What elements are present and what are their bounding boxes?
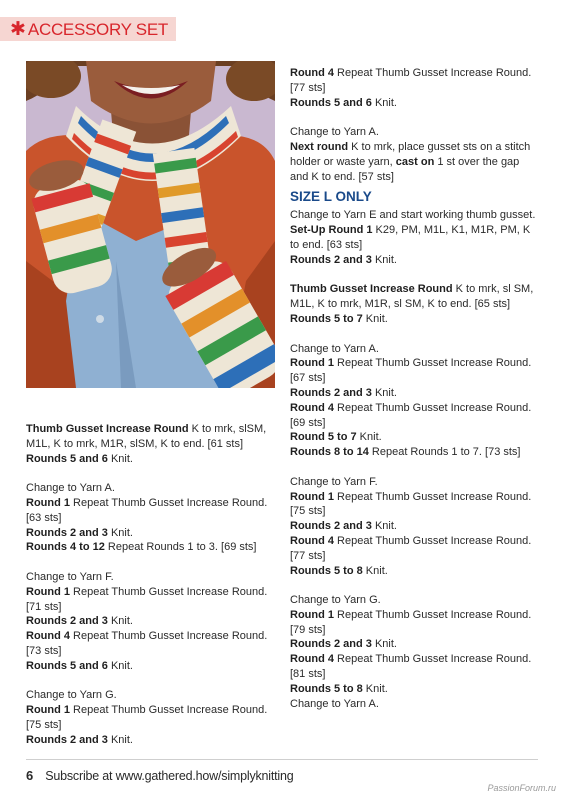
instruction-label: Rounds 5 to 8	[290, 682, 363, 695]
instruction-label: Thumb Gusset Increase Round	[290, 283, 453, 296]
instruction-line	[290, 593, 540, 608]
instruction-text: Knit.	[362, 682, 388, 695]
instruction-label: Round 1	[290, 357, 334, 370]
instruction-label: Rounds 5 to 8	[290, 564, 363, 577]
instruction-line	[290, 637, 540, 652]
instruction-text: Repeat Thumb Gusset Increase Round. [67 sts]	[290, 357, 532, 385]
instruction-line	[26, 629, 275, 659]
instruction-line	[290, 490, 540, 520]
instruction-label: Round 4	[290, 653, 334, 666]
right-column	[290, 66, 540, 711]
paragraph-gap	[26, 466, 275, 481]
instruction-label: Rounds 2 and 3	[26, 615, 108, 628]
instruction-text: Change to Yarn F.	[290, 475, 378, 488]
instruction-line	[26, 496, 275, 526]
instruction-text: Knit.	[107, 526, 133, 539]
paragraph-gap	[290, 110, 540, 125]
instruction-line	[290, 312, 540, 327]
instruction-line	[26, 585, 275, 615]
instruction-text: Change to Yarn A.	[290, 126, 379, 139]
model-photo	[26, 61, 275, 388]
instruction-text: Repeat Thumb Gusset Increase Round. [73 sts]	[26, 630, 268, 657]
instruction-label: Rounds 2 and 3	[290, 386, 372, 399]
left-column	[26, 422, 275, 748]
instruction-line	[290, 386, 540, 401]
instruction-line	[26, 526, 275, 541]
instruction-line	[290, 125, 540, 140]
instruction-text: Knit.	[362, 564, 388, 577]
paragraph-gap	[290, 460, 540, 475]
instruction-label: Rounds 5 to 7	[290, 312, 363, 325]
instruction-text: Change to Yarn A.	[290, 342, 379, 355]
instruction-line	[290, 356, 540, 386]
asterisk-icon: ✱	[10, 18, 26, 40]
footer	[26, 768, 294, 783]
subscribe-text: Subscribe at www.gathered.how/simplyknitting	[45, 769, 294, 783]
instruction-line	[290, 401, 540, 431]
instruction-line	[26, 452, 275, 467]
instruction-label: Set-Up Round 1	[290, 224, 373, 237]
instruction-line	[26, 703, 275, 733]
instruction-line	[290, 282, 540, 312]
instruction-label: Round 1	[290, 490, 334, 503]
instruction-label: Rounds 5 and 6	[26, 452, 108, 465]
instruction-text: K to mrk, slSM, M1L, K to mrk, M1R, slSM, K to end. [61 sts]	[26, 423, 267, 450]
instruction-label: Rounds 5 and 6	[290, 96, 372, 109]
paragraph-gap	[290, 327, 540, 342]
instruction-label: Round 4	[290, 534, 334, 547]
instruction-label: Rounds 2 and 3	[26, 733, 108, 746]
instruction-label: Round 4	[290, 67, 334, 79]
instruction-text: K29, PM, M1L, K1, M1R, PM, K to end. [63 sts]	[290, 224, 531, 251]
instruction-line	[290, 342, 540, 357]
instruction-line	[26, 481, 275, 496]
instruction-line	[290, 697, 540, 712]
instruction-line	[26, 688, 275, 703]
instruction-line	[290, 253, 540, 268]
instruction-text: Change to Yarn E and start working thumb gusset.	[290, 209, 536, 222]
instruction-line	[290, 66, 540, 96]
instruction-text: Repeat Rounds 1 to 7. [73 sts]	[368, 446, 521, 459]
paragraph-gap	[26, 555, 275, 570]
instruction-line	[290, 140, 540, 184]
instruction-text: Change to Yarn F.	[26, 570, 114, 583]
instruction-label: Rounds 8 to 14	[290, 446, 369, 459]
instruction-label: Rounds 2 and 3	[290, 638, 372, 651]
paragraph-gap	[26, 674, 275, 689]
instruction-text: Repeat Thumb Gusset Increase Round. [63 sts]	[26, 496, 268, 524]
instruction-line	[26, 659, 275, 674]
instruction-text: Knit.	[371, 520, 397, 533]
instruction-label: Round 1	[26, 585, 70, 598]
instruction-text: Repeat Thumb Gusset Increase Round. [77 sts]	[290, 67, 532, 94]
instruction-text: Knit.	[371, 638, 397, 651]
instruction-line	[290, 564, 540, 579]
section-title: ACCESSORY SET	[27, 19, 168, 39]
instruction-text: Knit.	[107, 659, 133, 672]
instruction-text: Knit.	[362, 312, 388, 325]
instruction-label: Round 1	[26, 704, 70, 717]
instruction-text: Change to Yarn A.	[290, 697, 379, 710]
instruction-text: Repeat Thumb Gusset Increase Round. [75 sts]	[290, 490, 532, 518]
instruction-line	[290, 652, 540, 682]
instruction-line	[290, 475, 540, 490]
instruction-line	[290, 534, 540, 564]
instruction-label: Next round	[290, 140, 349, 153]
instruction-text: Knit.	[371, 96, 397, 109]
instruction-label: Rounds 2 and 3	[26, 526, 108, 539]
instruction-label: Rounds 4 to 12	[26, 541, 105, 554]
instruction-line	[26, 733, 275, 748]
instruction-line	[290, 223, 540, 253]
instruction-text: Knit.	[371, 253, 397, 266]
instruction-text: K to mrk, place gusset sts on a stitch holder or waste yarn,	[290, 140, 531, 168]
instruction-text: Knit.	[371, 386, 397, 399]
instruction-label: Thumb Gusset Increase Round	[26, 423, 189, 435]
instruction-label: Round 4	[26, 630, 70, 643]
instruction-text: Repeat Thumb Gusset Increase Round. [77 sts]	[290, 534, 532, 562]
instruction-text: Repeat Thumb Gusset Increase Round. [81 sts]	[290, 653, 532, 681]
section-tag	[0, 17, 176, 41]
instruction-label: Rounds 2 and 3	[290, 520, 372, 533]
instruction-line	[290, 445, 540, 460]
instruction-line	[26, 540, 275, 555]
instruction-line	[26, 614, 275, 629]
instruction-text: Repeat Thumb Gusset Increase Round. [71 sts]	[26, 585, 268, 613]
instruction-label: Rounds 2 and 3	[290, 253, 372, 266]
instruction-line	[290, 430, 540, 445]
instruction-emphasis: cast on	[395, 155, 435, 168]
instruction-label: Round 5 to 7	[290, 431, 357, 444]
paragraph-gap	[290, 268, 540, 283]
footer-divider	[26, 759, 538, 760]
paragraph-gap	[290, 578, 540, 593]
instruction-line	[290, 96, 540, 111]
instruction-line	[290, 519, 540, 534]
instruction-text: Repeat Thumb Gusset Increase Round. [69 sts]	[290, 401, 532, 429]
instruction-line	[26, 570, 275, 585]
instruction-label: Round 1	[26, 496, 70, 509]
instruction-line	[290, 608, 540, 638]
watermark: PassionForum.ru	[487, 783, 556, 793]
page-number: 6	[26, 768, 34, 783]
instruction-label: Rounds 5 and 6	[26, 659, 108, 672]
instruction-text: Repeat Thumb Gusset Increase Round. [75 sts]	[26, 704, 268, 731]
instruction-line	[290, 682, 540, 697]
instruction-text: Knit.	[356, 431, 382, 444]
instruction-text: Knit.	[107, 733, 133, 746]
instruction-line	[26, 422, 275, 452]
instruction-text: 1 st over the gap and K to end. [57 sts]	[290, 155, 520, 183]
instruction-text: Repeat Rounds 1 to 3. [69 sts]	[104, 541, 257, 554]
instruction-line	[290, 208, 540, 223]
size-heading: SIZE L ONLY	[290, 189, 372, 205]
instruction-text: Change to Yarn G.	[290, 594, 381, 607]
instruction-text: Knit.	[107, 615, 133, 628]
instruction-label: Round 1	[290, 608, 334, 621]
instruction-text: Change to Yarn G.	[26, 689, 117, 702]
instruction-text: Knit.	[107, 452, 133, 465]
instruction-text: Change to Yarn A.	[26, 482, 115, 495]
instruction-text: K to mrk, sl SM, M1L, K to mrk, M1R, sl SM, K to end. [65 sts]	[290, 283, 534, 311]
instruction-label: Round 4	[290, 401, 334, 414]
instruction-text: Repeat Thumb Gusset Increase Round. [79 sts]	[290, 608, 532, 636]
